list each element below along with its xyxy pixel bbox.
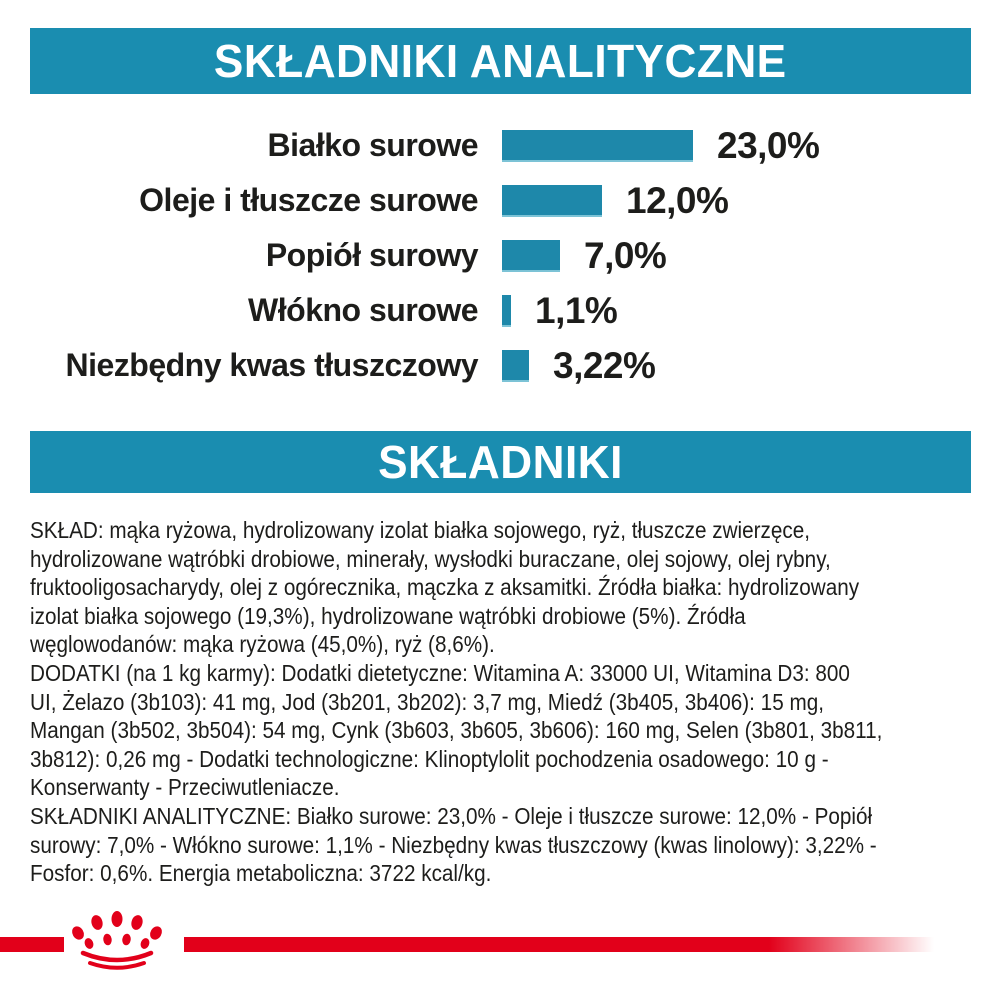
chart-row-crude-oils-fats (0, 173, 1000, 228)
text-line: Konserwanty - Przeciwutleniacze. (30, 774, 340, 801)
analytical-components-banner-title: SKŁADNIKI ANALITYCZNE (214, 35, 787, 87)
text-line: hydrolizowane wątróbki drobiowe, minerały, wysłodki buraczane, olej sojowy, olej rybny, (30, 545, 831, 572)
chart-row-crude-fibre (0, 283, 1000, 338)
ingredients-text-block (30, 516, 990, 888)
analytical-components-chart (0, 118, 1000, 393)
text-line: 3b812): 0,26 mg - Dodatki technologiczne: Klinoptylolit pochodzenia osadowego: 10 g - (30, 745, 829, 772)
ingredients-banner-title: SKŁADNIKI (378, 436, 623, 488)
text-line: Fosfor: 0,6%. Energia metaboliczna: 3722 kcal/kg. (30, 860, 492, 887)
bar-3 (502, 295, 511, 327)
chart-value: 3,22% (553, 344, 656, 386)
chart-label: Białko surowe (267, 127, 478, 163)
analytical-components-banner (30, 28, 971, 94)
chart-row-crude-ash (0, 228, 1000, 283)
bar-0 (502, 130, 693, 162)
text-line: UI, Żelazo (3b103): 41 mg, Jod (3b201, 3b202): 3,7 mg, Miedź (3b405, 3b406): 15 mg, (30, 688, 824, 715)
chart-value: 23,0% (717, 124, 820, 166)
chart-value: 1,1% (535, 289, 618, 331)
footer-red-line-right (184, 937, 934, 952)
chart-value: 7,0% (584, 234, 667, 276)
text-line: SKŁADNIKI ANALITYCZNE: Białko surowe: 23,0% - Oleje i tłuszcze surowe: 12,0% - Popiół (30, 802, 873, 829)
ingredients-banner (30, 431, 971, 493)
footer-red-line-left (0, 937, 64, 952)
text-line: DODATKI (na 1 kg karmy): Dodatki dietetyczne: Witamina A: 33000 UI, Witamina D3: 800 (30, 659, 850, 686)
chart-row-essential-fatty-acid (0, 338, 1000, 393)
text-line: Mangan (3b502, 3b504): 54 mg, Cynk (3b603, 3b605, 3b606): 160 mg, Selen (3b801, 3b811, (30, 717, 883, 744)
royal-canin-crown-icon (68, 910, 170, 974)
text-line: surowy: 7,0% - Włókno surowe: 1,1% - Niezbędny kwas tłuszczowy (kwas linolowy): 3,22% - (30, 831, 877, 858)
chart-label: Niezbędny kwas tłuszczowy (65, 347, 478, 383)
chart-row-crude-protein (0, 118, 1000, 173)
text-line: węglowodanów: mąka ryżowa (45,0%), ryż (8,6%). (30, 631, 495, 658)
chart-label: Popiół surowy (265, 237, 478, 273)
chart-label: Oleje i tłuszcze surowe (139, 182, 478, 218)
bar-2 (502, 240, 560, 272)
chart-value: 12,0% (626, 179, 729, 221)
text-line: SKŁAD: mąka ryżowa, hydrolizowany izolat białka sojowego, ryż, tłuszcze zwierzęce, (30, 517, 811, 543)
text-line: fruktooligosacharydy, olej z ogórecznika, mączka z aksamitki. Źródła białka: hydrolizowany (30, 574, 860, 601)
text-line: izolat białka sojowego (19,3%), hydrolizowane wątróbki drobiowe (5%). Źródła (30, 602, 746, 629)
chart-label: Włókno surowe (248, 292, 478, 328)
bar-4 (502, 350, 529, 382)
bar-1 (502, 185, 602, 217)
